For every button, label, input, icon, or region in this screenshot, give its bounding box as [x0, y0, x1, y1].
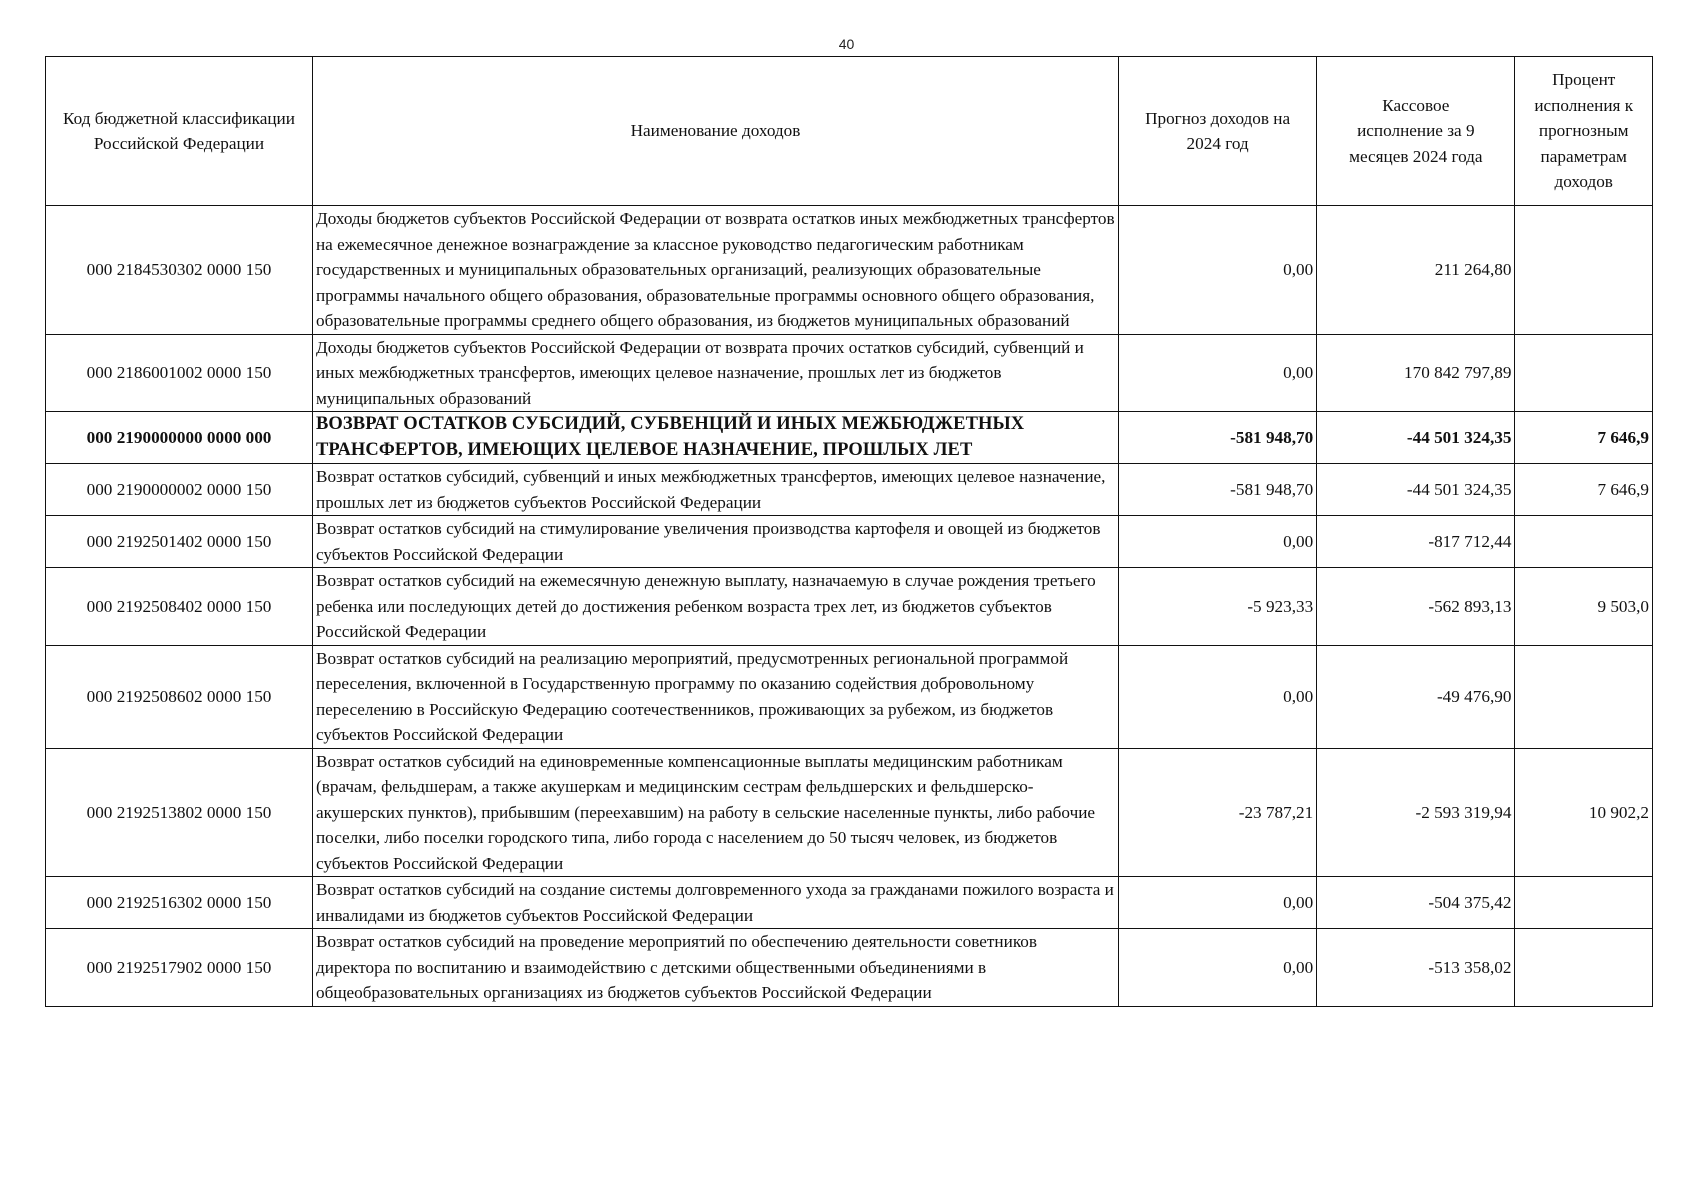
row-plan: 0,00 [1119, 877, 1317, 929]
row-pct: 7 646,9 [1515, 464, 1653, 516]
header-exec: Кассовое исполнение за 9 месяцев 2024 года [1317, 57, 1515, 206]
table-row [46, 464, 1653, 516]
table-header-row [46, 57, 1653, 206]
row-exec: -513 358,02 [1317, 929, 1515, 1007]
row-name: Возврат остатков субсидий на создание системы долговременного ухода за гражданами пожилого возраста и инвалидами из бюджетов субъектов Российской Федерации [312, 877, 1118, 929]
row-name: Возврат остатков субсидий на реализацию мероприятий, предусмотренных региональной программой переселения, включенной в Государственную программу по оказанию содействия добровольному переселению в Российскую Федерацию соотечественников, проживающих за рубежом, из бюджетов субъектов Российской Федерации [312, 645, 1118, 748]
table-row [46, 516, 1653, 568]
row-name: Возврат остатков субсидий на ежемесячную денежную выплату, назначаемую в случае рождения третьего ребенка или последующих детей до достижения ребенком возраста трех лет, из бюджетов субъектов Российской Федерации [312, 568, 1118, 646]
row-plan: 0,00 [1119, 334, 1317, 412]
row-exec: 211 264,80 [1317, 206, 1515, 335]
table-row [46, 206, 1653, 335]
row-pct [1515, 334, 1653, 412]
table-row [46, 748, 1653, 877]
row-pct: 10 902,2 [1515, 748, 1653, 877]
row-name: Доходы бюджетов субъектов Российской Федерации от возврата прочих остатков субсидий, субвенций и иных межбюджетных трансфертов, имеющих целевое назначение, прошлых лет из бюджетов муниципальных образований [312, 334, 1118, 412]
row-code: 000 2192501402 0000 150 [46, 516, 313, 568]
table-row [46, 877, 1653, 929]
header-name: Наименование доходов [312, 57, 1118, 206]
row-exec: -504 375,42 [1317, 877, 1515, 929]
row-plan: 0,00 [1119, 645, 1317, 748]
row-plan: 0,00 [1119, 516, 1317, 568]
row-name: ВОЗВРАТ ОСТАТКОВ СУБСИДИЙ, СУБВЕНЦИЙ И ИНЫХ МЕЖБЮДЖЕТНЫХ ТРАНСФЕРТОВ, ИМЕЮЩИХ ЦЕЛЕВОЕ НАЗНАЧЕНИЕ, ПРОШЛЫХ ЛЕТ [312, 412, 1118, 464]
row-pct [1515, 877, 1653, 929]
row-plan: -581 948,70 [1119, 464, 1317, 516]
row-name: Возврат остатков субсидий, субвенций и иных межбюджетных трансфертов, имеющих целевое назначение, прошлых лет из бюджетов субъектов Российской Федерации [312, 464, 1118, 516]
row-plan: -23 787,21 [1119, 748, 1317, 877]
row-exec: 170 842 797,89 [1317, 334, 1515, 412]
row-pct [1515, 516, 1653, 568]
row-code: 000 2192508402 0000 150 [46, 568, 313, 646]
row-code: 000 2192517902 0000 150 [46, 929, 313, 1007]
row-code: 000 2184530302 0000 150 [46, 206, 313, 335]
row-plan: 0,00 [1119, 929, 1317, 1007]
table-row [46, 412, 1653, 464]
header-code: Код бюджетной классификации Российской Федерации [46, 57, 313, 206]
header-plan: Прогноз доходов на 2024 год [1119, 57, 1317, 206]
row-exec: -44 501 324,35 [1317, 412, 1515, 464]
row-name: Возврат остатков субсидий на стимулирование увеличения производства картофеля и овощей из бюджетов субъектов Российской Федерации [312, 516, 1118, 568]
row-plan: 0,00 [1119, 206, 1317, 335]
row-code: 000 2190000002 0000 150 [46, 464, 313, 516]
row-exec: -2 593 319,94 [1317, 748, 1515, 877]
row-name: Доходы бюджетов субъектов Российской Федерации от возврата остатков иных межбюджетных трансфертов на ежемесячное денежное вознаграждение за классное руководство педагогическим работникам государственных и муниципальных образовательных организаций, реализующих образовательные программы начального общего образования, образовательные программы основного общего образования, образовательные программы среднего общего образования, из бюджетов муниципальных образований [312, 206, 1118, 335]
table-row [46, 568, 1653, 646]
row-plan: -581 948,70 [1119, 412, 1317, 464]
row-code: 000 2190000000 0000 000 [46, 412, 313, 464]
table-row [46, 929, 1653, 1007]
row-code: 000 2192508602 0000 150 [46, 645, 313, 748]
table-body [46, 206, 1653, 1007]
row-exec: -44 501 324,35 [1317, 464, 1515, 516]
table-row [46, 334, 1653, 412]
row-code: 000 2192516302 0000 150 [46, 877, 313, 929]
row-pct [1515, 645, 1653, 748]
income-table [45, 56, 1653, 1007]
row-name: Возврат остатков субсидий на единовременные компенсационные выплаты медицинским работникам (врачам, фельдшерам, а также акушеркам и медицинским сестрам фельдшерских и фельдшерско-акушерских пунктов), прибывшим (переехавшим) на работу в сельские населенные пункты, либо рабочие поселки, либо поселки городского типа, либо города с населением до 50 тысяч человек, из бюджетов субъектов Российской Федерации [312, 748, 1118, 877]
row-exec: -562 893,13 [1317, 568, 1515, 646]
row-name: Возврат остатков субсидий на проведение мероприятий по обеспечению деятельности советников директора по воспитанию и взаимодействию с детскими общественными объединениями в общеобразовательных организациях из бюджетов субъектов Российской Федерации [312, 929, 1118, 1007]
page-number: 40 [838, 36, 855, 52]
row-plan: -5 923,33 [1119, 568, 1317, 646]
row-pct: 9 503,0 [1515, 568, 1653, 646]
table-row [46, 645, 1653, 748]
row-code: 000 2192513802 0000 150 [46, 748, 313, 877]
row-pct [1515, 206, 1653, 335]
row-pct: 7 646,9 [1515, 412, 1653, 464]
row-exec: -817 712,44 [1317, 516, 1515, 568]
header-pct: Процент исполнения к прогнозным параметрам доходов [1515, 57, 1653, 206]
row-pct [1515, 929, 1653, 1007]
row-code: 000 2186001002 0000 150 [46, 334, 313, 412]
row-exec: -49 476,90 [1317, 645, 1515, 748]
